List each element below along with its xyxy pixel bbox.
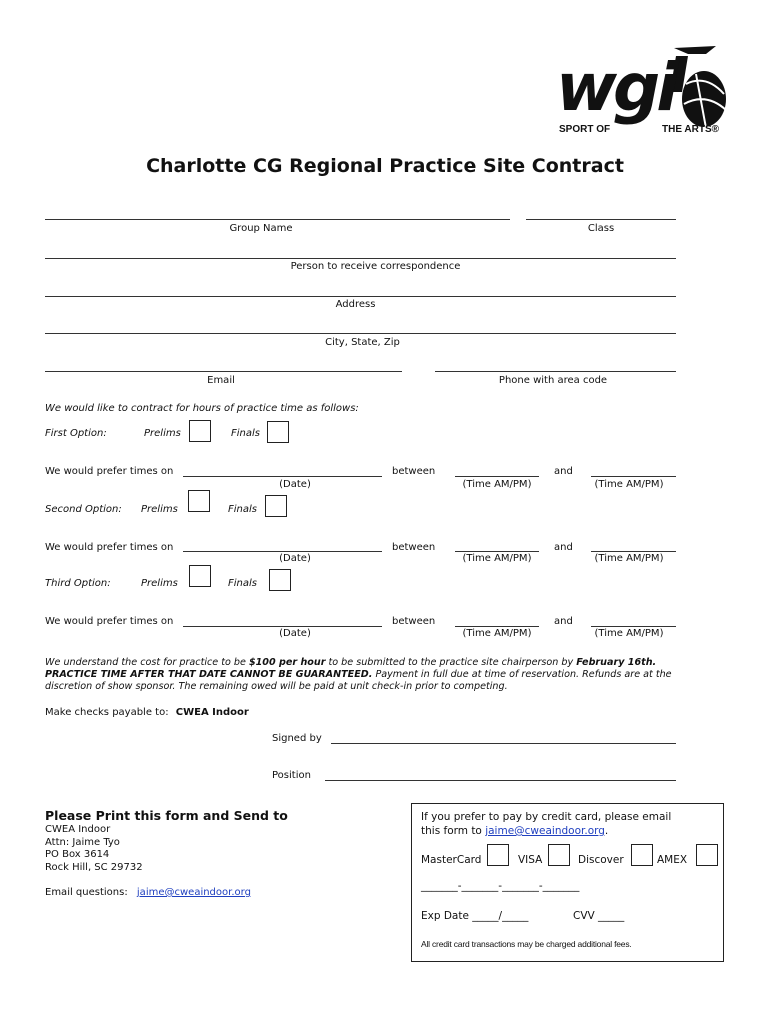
third-date-label: (Date) — [279, 628, 311, 639]
terms-line-2 — [45, 669, 735, 681]
third-time-end-line[interactable] — [591, 626, 676, 627]
third-time-start-label: (Time AM/PM) — [462, 628, 532, 639]
position-line[interactable] — [325, 780, 676, 781]
correspondence-line[interactable] — [45, 258, 676, 259]
cvv-field[interactable]: CVV _____ — [573, 910, 625, 922]
discover-checkbox[interactable] — [631, 844, 653, 866]
email-questions-label: Email questions: — [45, 887, 128, 898]
intro-text: We would like to contract for hours of practice time as follows: — [45, 403, 359, 414]
phone-line[interactable] — [435, 371, 676, 372]
first-between-text: between — [392, 466, 436, 477]
first-time-end-label: (Time AM/PM) — [594, 479, 664, 490]
credit-card-box — [411, 803, 724, 962]
second-option-label: Second Option: — [45, 504, 122, 515]
city-line[interactable] — [45, 333, 676, 334]
checks-label: Make checks payable to: — [45, 707, 169, 718]
first-finals-checkbox[interactable] — [267, 421, 289, 443]
group-name-line[interactable] — [45, 219, 510, 220]
phone-label: Phone with area code — [498, 375, 608, 386]
logo-sub-right: THE ARTS® — [662, 124, 719, 135]
terms-deadline: February 16th. — [576, 657, 657, 668]
logo-sub-left: SPORT OF — [559, 124, 611, 135]
email-questions-link[interactable]: jaime@cweaindoor.org — [136, 887, 251, 898]
send-line-1: CWEA Indoor — [45, 824, 111, 835]
terms-price: $100 per hour — [248, 657, 326, 668]
third-prelims-checkbox[interactable] — [189, 565, 211, 587]
email-questions — [45, 887, 251, 898]
send-heading: Please Print this form and Send to — [45, 808, 288, 823]
email-line[interactable] — [45, 371, 402, 372]
second-time-end-label: (Time AM/PM) — [594, 553, 664, 564]
checks-payee: CWEA Indoor — [175, 707, 249, 718]
first-time-end-line[interactable] — [591, 476, 676, 477]
third-and-text: and — [554, 616, 573, 627]
signed-by-label: Signed by — [272, 733, 322, 744]
first-prefer-text: We would prefer times on — [45, 466, 174, 477]
city-label: City, State, Zip — [325, 337, 400, 348]
terms-line-1 — [45, 657, 735, 669]
class-label: Class — [587, 223, 615, 234]
exp-date-field[interactable]: Exp Date _____/_____ — [421, 910, 529, 922]
cc-line-2 — [421, 825, 608, 837]
class-line[interactable] — [526, 219, 676, 220]
amex-checkbox[interactable] — [696, 844, 718, 866]
third-prefer-text: We would prefer times on — [45, 616, 174, 627]
logo-brand-text: wgi — [556, 49, 675, 126]
cc-email-link[interactable]: jaime@cweaindoor.org — [485, 825, 605, 837]
first-prelims-checkbox[interactable] — [189, 420, 211, 442]
first-date-line[interactable] — [183, 476, 382, 477]
second-finals-checkbox[interactable] — [265, 495, 287, 517]
mastercard-label: MasterCard — [421, 854, 482, 866]
third-time-end-label: (Time AM/PM) — [594, 628, 664, 639]
second-date-line[interactable] — [183, 551, 382, 552]
terms-p1: We understand the cost for practice to be — [45, 657, 249, 668]
second-prefer-text: We would prefer times on — [45, 542, 174, 553]
card-number-field[interactable]: _______-_______-_______-_______ — [421, 880, 580, 892]
second-between-text: between — [392, 542, 436, 553]
second-time-start-label: (Time AM/PM) — [462, 553, 532, 564]
checks-line — [45, 707, 249, 718]
first-time-start-line[interactable] — [455, 476, 539, 477]
send-line-2: Attn: Jaime Tyo — [45, 836, 120, 848]
third-prelims-label: Prelims — [141, 578, 178, 589]
terms-line-3: discretion of show sponsor. The remaining owed will be paid at unit check-in prior to competing. — [45, 681, 508, 692]
second-time-end-line[interactable] — [591, 551, 676, 552]
second-prelims-checkbox[interactable] — [188, 490, 210, 512]
address-line[interactable] — [45, 296, 676, 297]
first-date-label: (Date) — [279, 479, 311, 490]
first-prelims-label: Prelims — [144, 428, 181, 439]
amex-label: AMEX — [657, 854, 688, 866]
second-time-start-line[interactable] — [455, 551, 539, 552]
cc-line-2-suffix: . — [604, 825, 609, 837]
first-option-label: First Option: — [45, 428, 107, 439]
second-and-text: and — [554, 542, 573, 553]
terms-p3: Payment in full due at time of reservation. Refunds are at the — [372, 669, 672, 680]
cc-fees-note: All credit card transactions may be charged additional fees. — [421, 939, 632, 949]
terms-paragraph — [45, 657, 735, 693]
third-time-start-line[interactable] — [455, 626, 539, 627]
correspondence-label: Person to receive correspondence — [290, 261, 461, 272]
visa-label: VISA — [518, 854, 543, 866]
third-date-line[interactable] — [183, 626, 382, 627]
visa-checkbox[interactable] — [548, 844, 570, 866]
third-finals-label: Finals — [228, 578, 257, 589]
send-address — [45, 824, 143, 874]
position-label: Position — [272, 770, 311, 781]
first-and-text: and — [554, 466, 573, 477]
cc-line-1: If you prefer to pay by credit card, please email — [421, 811, 672, 823]
page-title: Charlotte CG Regional Practice Site Contract — [146, 155, 624, 177]
second-prelims-label: Prelims — [141, 504, 178, 515]
send-line-3: PO Box 3614 — [45, 849, 110, 860]
third-between-text: between — [392, 616, 436, 627]
third-option-label: Third Option: — [45, 578, 111, 589]
mastercard-checkbox[interactable] — [487, 844, 509, 866]
first-finals-label: Finals — [231, 428, 260, 439]
discover-label: Discover — [578, 854, 624, 866]
cc-line-2-prefix: this form to — [421, 825, 486, 837]
address-label: Address — [335, 299, 376, 310]
terms-guarantee: PRACTICE TIME AFTER THAT DATE CANNOT BE GUARANTEED. — [45, 669, 373, 680]
terms-p2: to be submitted to the practice site chairperson by — [325, 657, 577, 668]
group-name-label: Group Name — [229, 223, 293, 234]
wgi-logo — [556, 44, 731, 139]
third-finals-checkbox[interactable] — [269, 569, 291, 591]
second-finals-label: Finals — [228, 504, 257, 515]
first-time-start-label: (Time AM/PM) — [462, 479, 532, 490]
send-line-4: Rock Hill, SC 29732 — [45, 861, 143, 873]
email-label: Email — [207, 375, 235, 386]
signed-by-line[interactable] — [331, 743, 676, 744]
second-date-label: (Date) — [279, 553, 311, 564]
